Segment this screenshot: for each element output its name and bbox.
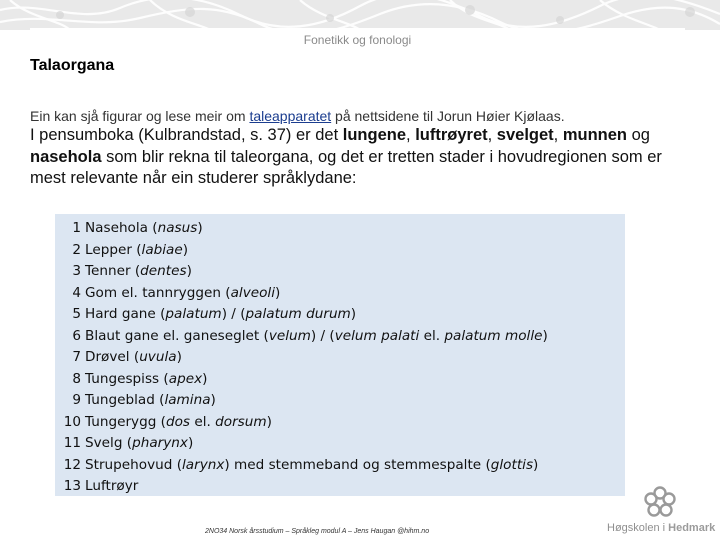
- organ-name-text: Drøvel (: [85, 349, 140, 365]
- organ-name-text: ): [533, 456, 539, 473]
- organ-number: 10: [63, 413, 81, 430]
- organ-name-text: ): [187, 435, 194, 451]
- organ-name-text: Luftrøyr: [85, 478, 139, 494]
- organ-list-item: [57, 218, 625, 240]
- footer-course-info: 2NO34 Norsk årsstudium – Språkleg modul A – Jens Haugan @hihm.no: [205, 528, 430, 535]
- intro-after: på nettsidene til Jorun Høier Kjølaas.: [331, 108, 565, 124]
- organ-name-text: Gom el. tannryggen (: [85, 284, 231, 301]
- paragraph-text: som blir rekna til taleorgana, og det er tretten stader i hovudregionen som er mest relevante når ein studerer språklydane:: [30, 147, 662, 187]
- organ-name-text: el.: [190, 413, 216, 430]
- latin-term: palatum molle: [444, 327, 543, 344]
- organ-name-text: Blaut gane el. ganeseglet (: [85, 327, 269, 344]
- intro-before: Ein kan sjå figurar og lese meir om: [30, 108, 250, 124]
- speech-organ-list-box: [55, 214, 625, 496]
- organ-name-text: Hard gane (: [85, 306, 166, 322]
- organ-name-text: ) med stemmeband og stemmespalte (: [224, 456, 491, 473]
- organ-name-text: ): [197, 220, 203, 236]
- organ-number: 7: [72, 349, 81, 365]
- latin-term: apex: [168, 370, 203, 387]
- latin-term: labiae: [141, 241, 183, 258]
- separator: ,: [553, 126, 563, 144]
- separator: ,: [487, 126, 497, 144]
- organ-number: 8: [72, 370, 81, 387]
- organ-name-text: el.: [419, 327, 445, 344]
- college-name-light: Høgskolen i: [607, 522, 669, 534]
- organ-number: 9: [72, 392, 81, 408]
- organ-name-text: Tungerygg (: [85, 413, 166, 430]
- latin-term: larynx: [182, 456, 225, 473]
- organ-list-item: [57, 369, 625, 391]
- organ-list-item: [57, 412, 625, 434]
- separator: og: [627, 126, 650, 144]
- latin-term: dos: [165, 413, 191, 430]
- organ-name-text: Tenner (: [85, 263, 141, 279]
- organ-name-text: ): [266, 413, 272, 430]
- organ-name-text: Svelg (: [85, 435, 133, 451]
- organ-name-text: ): [542, 327, 548, 344]
- organ-list-item: [57, 240, 625, 262]
- latin-term: nasus: [157, 220, 198, 236]
- organ-list-item: [57, 283, 625, 305]
- organ-list-item: [57, 347, 625, 369]
- header-title: Fonetikk og fonologi: [303, 33, 412, 47]
- latin-term: uvula: [139, 349, 177, 365]
- organ-name-text: ): [350, 306, 357, 322]
- bold-term: munnen: [562, 126, 628, 144]
- bold-term: lungene: [342, 126, 407, 144]
- organ-name-text: ): [176, 349, 182, 365]
- organ-name-text: ) / (: [310, 327, 335, 344]
- organ-list-item: [57, 433, 625, 455]
- organ-number: 1: [72, 220, 81, 236]
- organ-name-text: Strupehovud (: [85, 456, 183, 473]
- organ-list-item: [57, 455, 625, 477]
- slide-header: [30, 28, 685, 50]
- separator: ,: [406, 126, 416, 144]
- latin-term: palatum durum: [245, 306, 351, 322]
- college-logo-icon: [643, 485, 677, 519]
- bold-term: nasehola: [30, 147, 102, 166]
- latin-term: dorsum: [215, 413, 267, 430]
- organ-name-text: ): [202, 370, 208, 387]
- organ-number: 4: [72, 284, 81, 301]
- college-name: [607, 522, 715, 534]
- organ-name-text: ): [186, 263, 192, 279]
- latin-term: lamina: [164, 392, 211, 408]
- bold-term: svelget: [496, 126, 554, 144]
- organ-number: 2: [72, 241, 81, 258]
- intro-text: [30, 108, 700, 124]
- organ-name-text: Lepper (: [85, 241, 142, 258]
- organ-number: 12: [63, 456, 81, 473]
- decorative-swirl-background: [0, 0, 720, 30]
- organ-number: 3: [72, 263, 81, 279]
- organ-list-item: [57, 476, 625, 498]
- bold-term: luftrøyret: [415, 126, 488, 144]
- latin-term: velum: [268, 327, 311, 344]
- organ-list-item: [57, 326, 625, 348]
- organ-name-text: Tungeblad (: [85, 392, 165, 408]
- latin-term: pharynx: [132, 435, 188, 451]
- latin-term: dentes: [140, 263, 187, 279]
- organ-name-text: Tungespiss (: [85, 370, 169, 387]
- latin-term: glottis: [490, 456, 534, 473]
- organ-name-text: Nasehola (: [85, 220, 158, 236]
- organ-list-item: [57, 304, 625, 326]
- organ-name-text: ): [182, 241, 189, 258]
- paragraph-text: I pensumboka (Kulbrandstad, s. 37) er det: [30, 126, 343, 144]
- latin-term: velum palati: [334, 327, 420, 344]
- slide-title: Talaorgana: [30, 57, 115, 74]
- organ-list-item: [57, 390, 625, 412]
- organ-list-item: [57, 261, 625, 283]
- college-name-bold: Hedmark: [668, 522, 716, 534]
- organ-name-text: ) / (: [221, 306, 246, 322]
- latin-term: palatum: [165, 306, 222, 322]
- organ-number: 6: [72, 327, 81, 344]
- taleapparatet-link[interactable]: taleapparatet: [249, 108, 332, 124]
- main-paragraph: [30, 125, 700, 190]
- organ-name-text: ): [210, 392, 216, 408]
- organ-number: 5: [72, 306, 81, 322]
- organ-name-text: ): [274, 284, 281, 301]
- latin-term: alveoli: [230, 284, 275, 301]
- organ-number: 13: [63, 478, 81, 494]
- speech-organ-list: [55, 214, 625, 498]
- organ-number: 11: [63, 435, 81, 451]
